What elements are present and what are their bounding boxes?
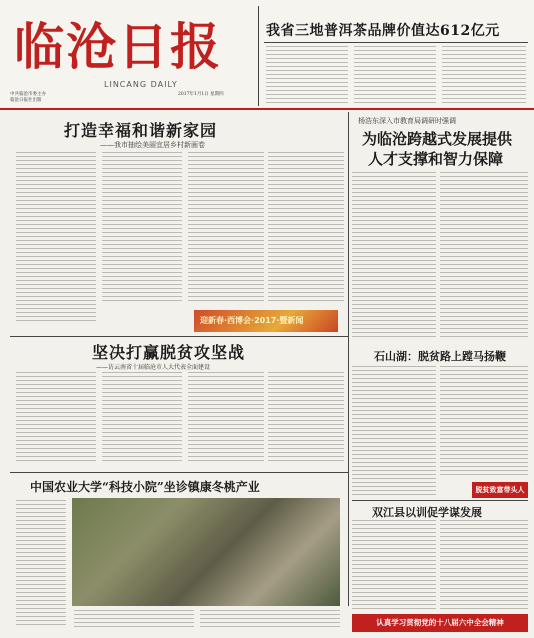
- mid-story-subhead: ——访云南省十届临沧市人大代表全面建设: [96, 364, 211, 371]
- bottom-story-headline: 中国农业大学“科技小院”坐诊镇康冬桃产业: [30, 480, 260, 494]
- article-text: [102, 152, 182, 302]
- article-text: [188, 152, 264, 302]
- shuangjiang-story-headline: 双江县以训促学谋发展: [372, 506, 482, 519]
- column-divider: [348, 340, 349, 606]
- article-text: [268, 152, 344, 302]
- article-text: [102, 372, 182, 462]
- poverty-badge: 脱贫致富带头人: [472, 482, 528, 498]
- shishan-story-headline: 石山湖：脱贫路上蹚马扬鞭: [374, 350, 506, 363]
- right-story-headline-line2: 人才支撑和智力保障: [368, 150, 504, 168]
- column-divider: [348, 112, 349, 340]
- article-text: [16, 500, 66, 628]
- masthead-info: [10, 92, 46, 104]
- right-story-kicker: 杨浩东深入市教育局调研时强调: [358, 117, 456, 125]
- mid-story-headline: 坚决打赢脱贫攻坚战: [92, 343, 246, 362]
- article-text: [352, 172, 436, 338]
- article-text: [266, 46, 348, 104]
- article-text: [352, 520, 436, 612]
- photo-caption: [74, 610, 194, 630]
- article-text: [354, 46, 436, 104]
- divider: [352, 500, 528, 501]
- divider: [264, 42, 528, 43]
- article-text: [440, 366, 528, 476]
- article-text: [16, 372, 96, 462]
- newspaper-subtitle: LINCANG DAILY: [104, 80, 178, 89]
- article-text: [442, 46, 526, 104]
- article-text: [16, 152, 96, 322]
- masthead-divider: [258, 6, 259, 106]
- left-story-subhead: ——我市抽绘美丽宜居乡村新画卷: [100, 141, 205, 149]
- divider: [10, 472, 348, 473]
- article-text: [268, 372, 344, 462]
- masthead-info-line: 中共临沧市委主办: [10, 92, 46, 97]
- article-text: [440, 172, 528, 338]
- top-story-headline: 我省三地普洱茶品牌价值达612亿元: [266, 23, 500, 39]
- article-text: [352, 366, 436, 496]
- masthead-date: 2017年1月1日 星期四: [178, 92, 224, 97]
- article-text: [188, 372, 264, 462]
- left-story-headline: 打造幸福和谐新家园: [64, 121, 218, 140]
- banner-ad-text: 迎新春·西博会·2017·暨新闻: [200, 316, 304, 325]
- right-story-headline-line1: 为临沧跨越式发展提供: [362, 130, 513, 148]
- newspaper-title: 临沧日报: [14, 17, 222, 76]
- article-text: [200, 610, 340, 630]
- orchard-photo: [72, 498, 340, 606]
- divider: [10, 336, 348, 337]
- article-text: [440, 520, 528, 612]
- masthead-info-line: 临沧日报社出版: [10, 98, 42, 103]
- bottom-banner: 认真学习贯彻党的十八届六中全会精神: [352, 614, 528, 632]
